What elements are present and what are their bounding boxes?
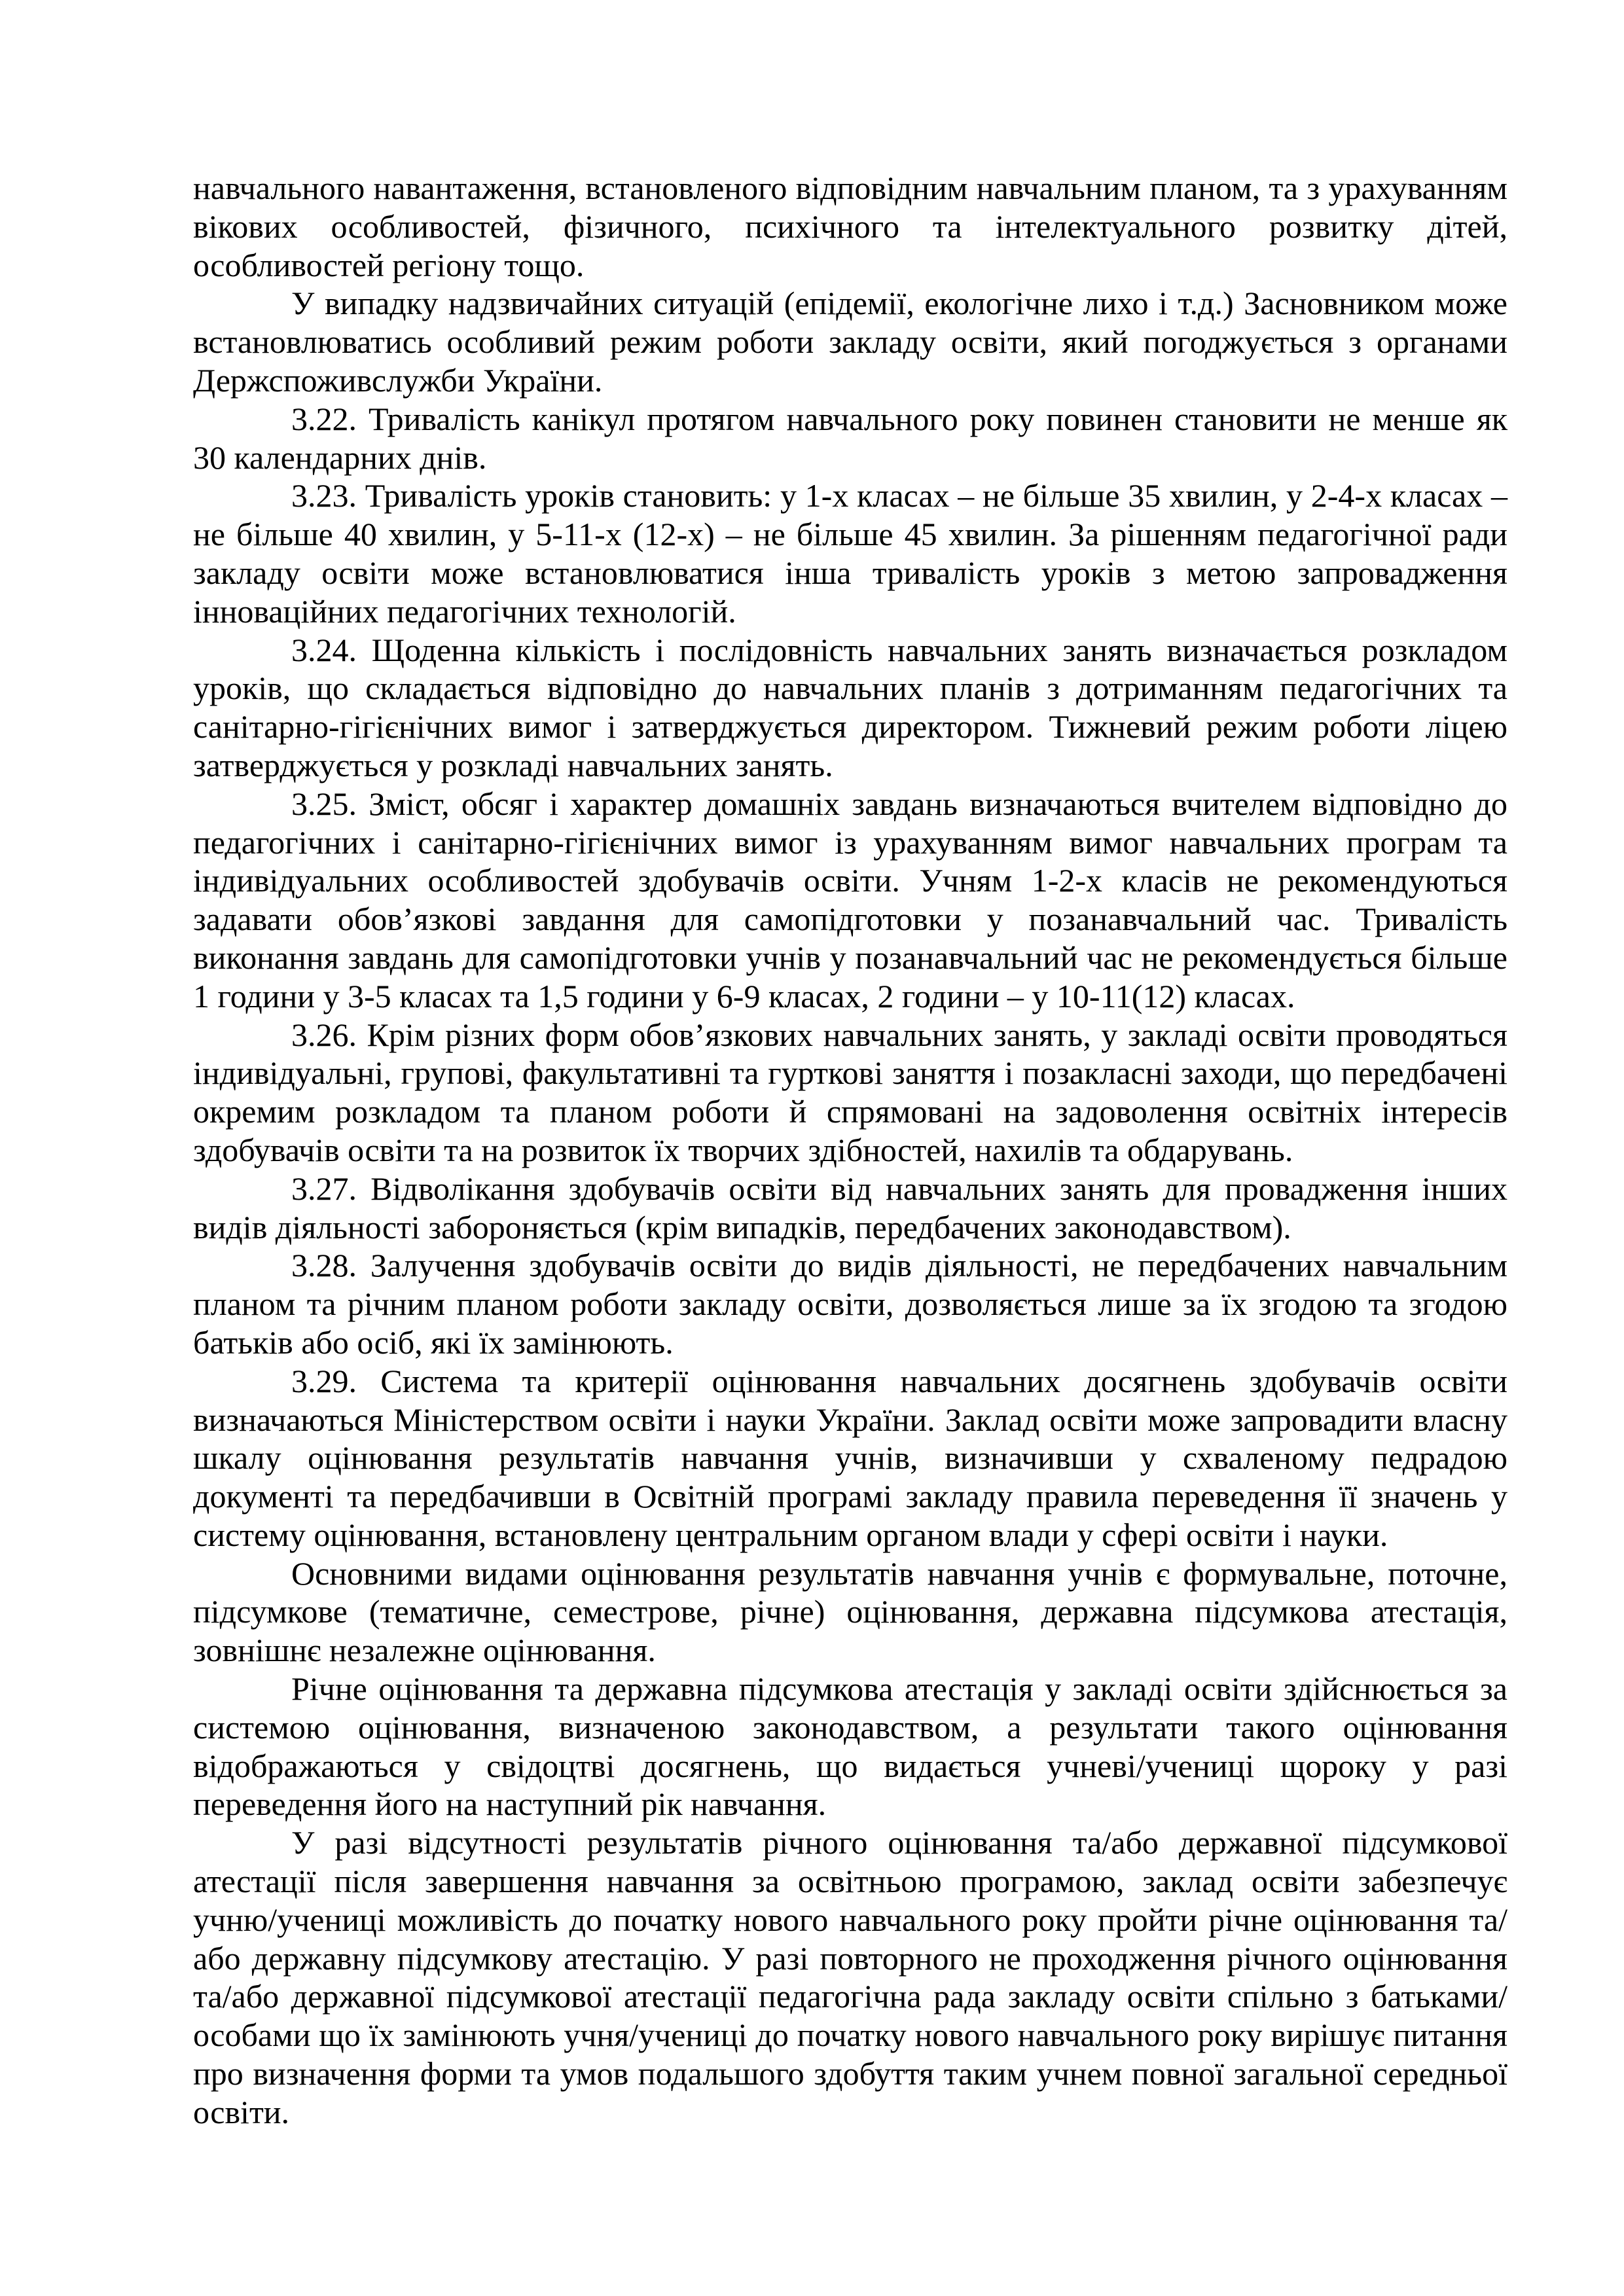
paragraph-3-28: 3.28. Залучення здобувачів освіти до видів діяльності, не передбачених навчальним планом та річним планом роботи закладу освіти, дозволяється лише за їх згодою та згодою батьків або осіб, які їх замінюють. bbox=[193, 1247, 1507, 1361]
paragraph-3-23: 3.23. Тривалість уроків становить: у 1-х класах – не більше 35 хвилин, у 2-4-х класах – не більше 40 хвилин, у 5-11-х (12-х) – не більше 45 хвилин. За рішенням педагогічної ради закладу освіти може встановлюватися інша тривалість уроків з метою запровадження інноваційних педагогічних технологій. bbox=[193, 477, 1507, 630]
paragraph-3-22: 3.22. Тривалість канікул протягом навчального року повинен становити не менше як 30 календарних днів. bbox=[193, 400, 1507, 476]
paragraph-3-25: 3.25. Зміст, обсяг і характер домашніх завдань визначаються вчителем відповідно до педагогічних і санітарно-гігієнічних вимог із урахуванням вимог навчальних програм та індивідуальних особливостей здобувачів освіти. Учням 1-2-х класів не рекомендуються задавати обов’язкові завдання для самопідготовки у позанавчальний час. Тривалість виконання завдань для самопідготовки учнів у позанавчальний час не рекомендується більше 1 години у 3-5 класах та 1,5 години у 6-9 класах, 2 години – у 10-11(12) класах. bbox=[193, 785, 1507, 1014]
paragraph-emergency-regime: У випадку надзвичайних ситуацій (епідемії, екологічне лихо і т.д.) Засновником може встановлюватись особливий режим роботи закладу освіти, який погоджується з органами Держспоживслужби України. bbox=[193, 285, 1507, 399]
paragraph-absence-of-results: У разі відсутності результатів річного оцінювання та/або державної підсумкової атестації після завершення навчання за освітньою програмою, заклад освіти забезпечує учню/учениці можливість до початку нового навчального року пройти річне оцінювання та/або державну підсумкову атестацію. У разі повторного не проходження річного оцінювання та/або державної підсумкової атестації педагогічна рада закладу освіти спільно з батьками/особами що їх замінюють учня/учениці до початку нового навчального року вирішує питання про визначення форми та умов подальшого здобуття таким учнем повної загальної середньої освіти. bbox=[193, 1824, 1507, 2130]
paragraph-3-26: 3.26. Крім різних форм обов’язкових навчальних занять, у закладі освіти проводяться індивідуальні, групові, факультативні та гурткові заняття і позакласні заходи, що передбачені окремим розкладом та планом роботи й спрямовані на задоволення освітніх інтересів здобувачів освіти та на розвиток їх творчих здібностей, нахилів та обдарувань. bbox=[193, 1016, 1507, 1168]
paragraph-continuation: навчального навантаження, встановленого відповідним навчальним планом, та з урахуванням вікових особливостей, фізичного, психічного та інтелектуального розвитку дітей, особливостей регіону тощо. bbox=[193, 170, 1507, 283]
paragraph-3-24: 3.24. Щоденна кількість і послідовність навчальних занять визначається розкладом уроків, що складається відповідно до навчальних планів з дотриманням педагогічних та санітарно-гігієнічних вимог і затверджується директором. Тижневий режим роботи ліцею затверджується у розкладі навчальних занять. bbox=[193, 631, 1507, 783]
paragraph-3-27: 3.27. Відволікання здобувачів освіти від навчальних занять для провадження інших видів діяльності забороняється (крім випадків, передбачених законодавством). bbox=[193, 1170, 1507, 1246]
paragraph-3-29: 3.29. Система та критерії оцінювання навчальних досягнень здобувачів освіти визначаються Міністерством освіти і науки України. Заклад освіти може запровадити власну шкалу оцінювання результатів навчання учнів, визначивши у схваленому педрадою документі та передбачивши в Освітній програмі закладу правила переведення її значень у систему оцінювання, встановлену центральним органом влади у сфері освіти і науки. bbox=[193, 1362, 1507, 1553]
paragraph-assessment-types: Основними видами оцінювання результатів навчання учнів є формувальне, поточне, підсумкове (тематичне, семестрове, річне) оцінювання, державна підсумкова атестація, зовнішнє незалежне оцінювання. bbox=[193, 1554, 1507, 1669]
document-page bbox=[193, 169, 1507, 2132]
paragraph-annual-assessment: Річне оцінювання та державна підсумкова атестація у закладі освіти здійснюється за системою оцінювання, визначеною законодавством, а результати такого оцінювання відображаються у свідоцтві досягнень, що видається учневі/учениці щороку у разі переведення його на наступний рік навчання. bbox=[193, 1670, 1507, 1823]
